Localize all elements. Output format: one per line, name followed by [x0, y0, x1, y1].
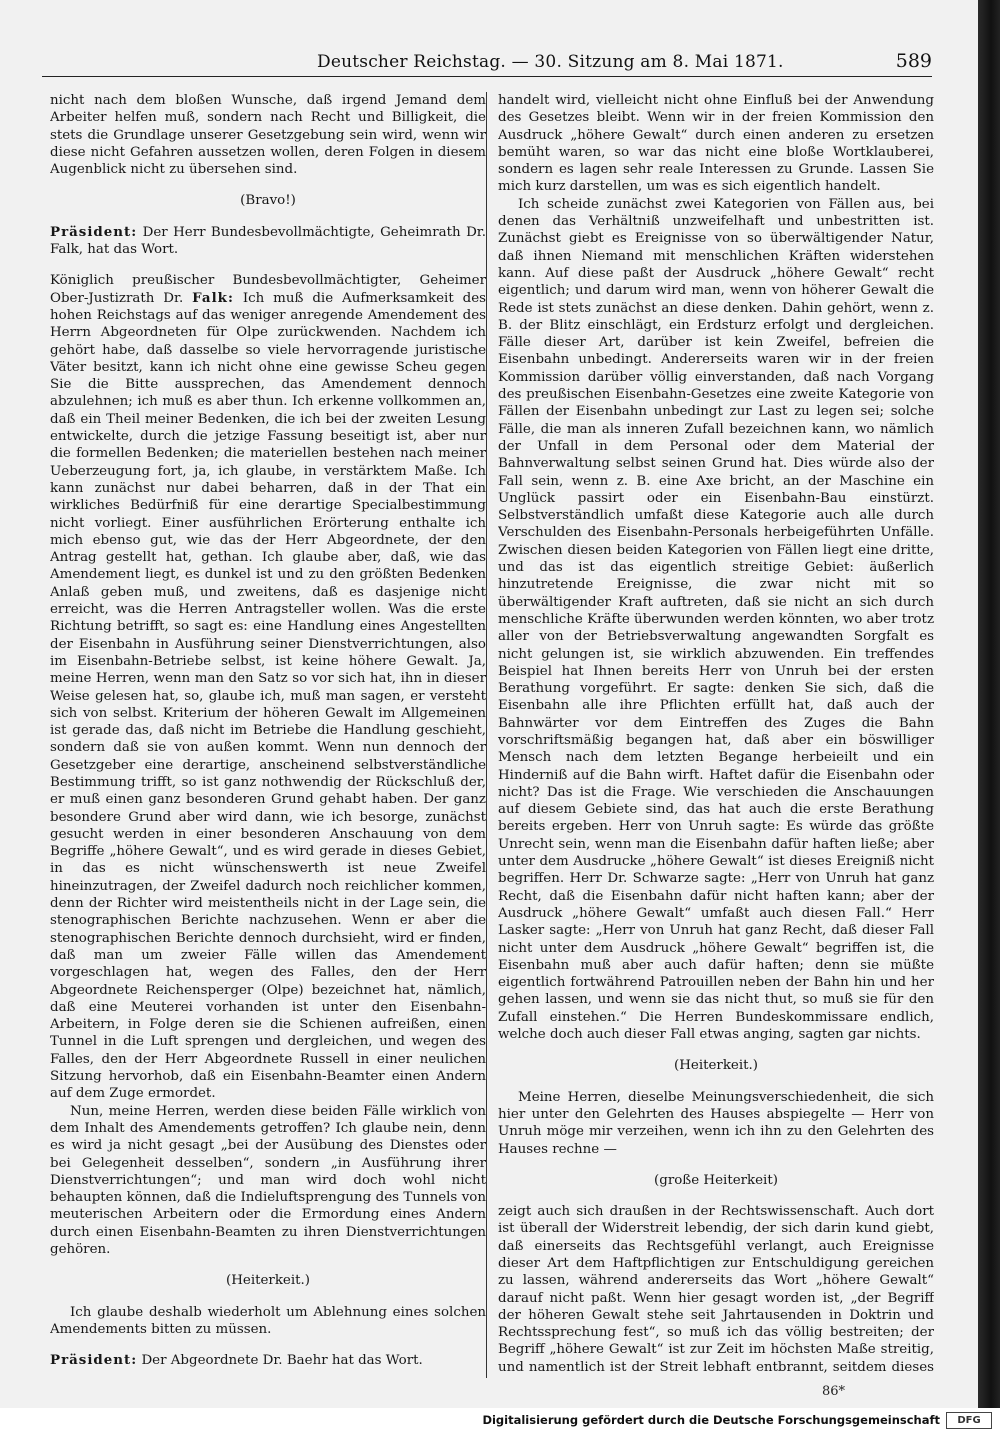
footer-credit: Digitalisierung gefördert durch die Deutsche Forschungsgemeinschaft	[482, 1413, 940, 1427]
speech-text: Der Herr Bundesbevollmächtigte, Geheimrath Dr. Falk, hat das Wort.	[50, 224, 486, 258]
speech-paragraph	[50, 272, 486, 1102]
footer-bar	[0, 1408, 1000, 1432]
paragraph-gap	[50, 1369, 486, 1377]
body-paragraph: handelt wird, vielleicht nicht ohne Einfluß bei der Anwendung des Gesetzes bleibt. Wenn wir in der freien Kommission den Ausdruck „höhere Gewalt“ durch einen anderen zu ersetzen bemüht waren, so war das nicht eine bloße Wortklauberei, sondern es lagen sehr reale Interessen zu Grunde. Lassen Sie mich kurz darstellen, um was es sich eigentlich handelt.	[498, 93, 934, 195]
interjection: (Bravo!)	[240, 193, 296, 209]
speech-text: Ich muß die Aufmerksamkeit des hohen Reichstags auf das weniger anregende Amendement des Herrn Abgeordneten für Olpe zurückwenden. Nachdem ich gehört habe, daß dasselbe so viele hervorragende juristische Väter besitzt, kann ich nicht ohne eine gewisse Scheu gegen Sie die Bitte aussprechen, das Amendement dennoch abzulehnen; ich muß es aber thun. Ich erkenne vollkommen an, daß ein Theil meiner Bedenken, die ich bei der zweiten Lesung entwickelte, durch die jetzige Fassung beseitigt ist, aber nur die formellen Bedenken; die materiellen bestehen nach meiner Ueberzeugung fort, ja, ich glaube, in verstärktem Maße. Ich kann zunächst nur dabei beharren, daß in der That ein wirkliches Bedürfniß für eine derartige Specialbestimmung nicht vorliegt. Einer ausführlichen Erörterung enthalte ich mich ebenso gut, wie das der Herr Abgeordnete, der den Antrag gestellt hat, gethan. Ich glaube aber, daß, wie das Amendement liegt, es dunkel ist und zu den größten Bedenken Anlaß geben muß, und zweitens, daß es dasjenige nicht erreicht, was die Herren Antragsteller wollen. Was die erste Richtung betrifft, so sagt es: eine Handlung eines Angestellten der Eisenbahn in Ausführung seiner Dienstverrichtungen, also im Eisenbahn-Betriebe selbst, ist keine höhere Gewalt. Ja, meine Herren, wenn man den Satz so vor sich hat, ihn in dieser Weise gelesen hat, so, glaube ich, muß man sagen, er versteht sich von selbst. Kriterium der höheren Gewalt im Allgemeinen ist gerade das, daß nicht im Betriebe die Handlung geschieht, sondern daß sie von außen kommt. Wenn nun dennoch der Gesetzgeber eine derartige, anscheinend selbstverständliche Bestimmung trifft, so ist ganz nothwendig der Rückschluß der, er muß einen ganz besonderen Grund gehabt haben. Der ganz besondere Grund aber wird dann, wie ich besorge, zunächst gesucht werden in einer besonderen Anschauung von dem Begriffe „höhere Gewalt“, und es wird gerade in dieses Gebiet, in das es nicht wünschenswerth ist neue Zweifel hineinzutragen, der Zweifel dadurch noch reichlicher kommen, denn der Richter wird meistentheils nicht in der Lage sein, die stenographischen Berichte nachzusehen. Wenn er aber die stenographischen Berichte dennoch durchsieht, wird er finden, daß man um zweier Fälle willen das Amendement vorgeschlagen hat, wegen des Falles, den der Herr Abgeordnete Reichensperger (Olpe) bezeichnet hat, nämlich, daß eine Meuterei vorhanden ist unter den Eisenbahn-Arbeitern, in Folge deren sie die Schienen aufreißen, einen Tunnel in die Luft sprengen und dergleichen, und wegen des Falles, den der Herr Abgeordnete Russell in einer neulichen Sitzung hervorhob, daß ein Eisenbahn-Beamter einen Andern auf dem Zuge ermordet.	[50, 290, 486, 1102]
column-divider	[486, 92, 487, 1378]
left-column	[50, 92, 486, 1377]
interjection: (Heiterkeit.)	[674, 1058, 758, 1074]
speech-text: Der Abgeordnete Dr. Baehr hat das Wort.	[137, 1353, 423, 1369]
right-column	[498, 92, 934, 1377]
page-header	[42, 50, 932, 77]
running-title: Deutscher Reichstag. — 30. Sitzung am 8. Mai 1871.	[317, 52, 784, 72]
body-paragraph: nicht nach dem bloßen Wunsche, daß irgend Jemand dem Arbeiter helfen muß, sondern nach Recht und Billigkeit, die stets die Grundlage unserer Gesetzgebung sein wird, wenn wir diese nicht Gefahren aussetzen wollen, deren Folgen in diesem Augenblick nicht zu übersehen sind.	[50, 93, 486, 178]
interjection: (große Heiterkeit)	[654, 1172, 778, 1188]
paragraph-gap	[50, 1338, 486, 1352]
body-paragraph: Nun, meine Herren, werden diese beiden Fälle wirklich von dem Inhalt des Amendements getroffen? Ich glaube nein, denn es wird ja nicht gesagt „bei der Ausübung des Dienstes oder bei Gelegenheit desselben“, sondern „in Ausführung ihrer Dienstverrichtungen“; und man wird doch wohl nicht behaupten können, daß die Indieluftsprengung des Tunnels von meuterischen Arbeitern oder die Ermordung eines Andern durch einen Eisenbahn-Beamten zu ihren Dienstverrichtungen gehören.	[50, 1103, 486, 1257]
paragraph-gap	[50, 258, 486, 272]
signature-mark: 86*	[822, 1384, 846, 1399]
speech-paragraph	[50, 224, 486, 259]
body-paragraph: Meine Herren, dieselbe Meinungsverschiedenheit, die sich hier unter den Gelehrten des Hauses abspiegelte — Herr von Unruh möge mir verzeihen, wenn ich ihn zu den Gelehrten des Hauses rechne —	[498, 1089, 934, 1157]
scan-edge	[978, 0, 1000, 1408]
speaker-name: Präsident:	[50, 1352, 138, 1369]
dfg-logo: DFG	[946, 1412, 992, 1429]
speaker-role: Königlich preußischer Bundesbevollmächtigter, Geheimer Ober-Justizrath Dr.	[50, 273, 486, 306]
body-paragraph: Ich scheide zunächst zwei Kategorien von Fällen aus, bei denen das Verhältniß unzweifelhaft und unbestritten ist. Zunächst giebt es Ereignisse von so überwältigender Natur, daß ihnen Niemand mit menschlichen Kräften widerstehen kann. Auf diese paßt der Ausdruck „höhere Gewalt“ recht eigentlich; und darum wird man, wenn von höherer Gewalt die Rede ist stets zunächst an diese denken. Dahin gehört, wenn z. B. der Blitz einschlägt, ein Erdsturz erfolgt und dergleichen. Fälle dieser Art, darüber ist kein Zweifel, befreien die Eisenbahn unbedingt. Andererseits waren wir in der freien Kommission darüber völlig einverstanden, daß nach Vorgang des preußischen Eisenbahn-Gesetzes eine zweite Kategorie von Fällen der Eisenbahn unbedingt zur Last zu legen sei; solche Fälle, die man als inneren Zufall bezeichnen kann, wo nämlich der Unfall in dem Personal oder dem Material der Bahnverwaltung selbst seinen Grund hat. Dies würde also der Fall sein, wenn z. B. eine Axe bricht, an der Maschine ein Unglück passirt oder ein Eisenbahn-Bau einstürzt. Selbstverständlich umfaßt diese Kategorie auch alle durch Verschulden des Eisenbahn-Personals herbeigeführten Unfälle. Zwischen diesen beiden Kategorien von Fällen liegt eine dritte, und das ist das eigentlich streitige Gebiet: äußerlich hinzutretende Ereignisse, die zwar nicht mit so überwältigender Kraft auftreten, daß sie nicht an sich durch menschliche Kräfte überwunden werden könnten, wo aber trotz aller von der Betriebsverwaltung angewandten Sorgfalt es nicht gelungen ist, sie wirklich abzuwenden. Ein treffendes Beispiel hat Ihnen bereits Herr von Unruh bei der ersten Berathung vorgeführt. Er sagte: denken Sie sich, daß die Eisenbahn alle ihre Pflichten erfüllt hat, daß auch der Bahnwärter vor dem Eintreffen des Zuges die Bahn vorschriftsmäßig begangen hat, daß aber ein böswilliger Mensch nach dem letzten Begange herbeieilt und ein Hinderniß auf die Bahn wirft. Haftet dafür die Eisenbahn oder nicht? Das ist die Frage. Wie verschieden die Anschauungen auf diesem Gebiete sind, das hat auch die erste Berathung bereits ergeben. Herr von Unruh sagte: Es würde das größte Unrecht sein, wenn man die Eisenbahn dafür haften ließe; aber unter dem Ausdrucke „höhere Gewalt“ ist dieses Ereigniß nicht begriffen. Herr Dr. Schwarze sagte: „Herr von Unruh hat ganz Recht, daß die Eisenbahn dafür nicht haften kann; aber der Ausdruck „höhere Gewalt“ umfaßt auch diesen Fall.“ Herr Lasker sagte: „Herr von Unruh hat ganz Recht, daß dieser Fall nicht unter dem Ausdruck „höhere Gewalt“ begriffen ist, die Eisenbahn muß aber auch dafür haften; denn sie müßte eigentlich fortwährend Patrouillen neben der Bahn hin und her gehen lassen, und wenn sie das nicht thut, so muß sie für den Zufall einstehen.“ Die Herren Bundeskommissare endlich, welche doch auch dieser Fall etwas anging, sagten gar nichts.	[498, 196, 934, 1043]
body-paragraph: Ich glaube deshalb wiederholt um Ablehnung eines solchen Amendements bitten zu müssen.	[50, 1304, 486, 1337]
body-paragraph: zeigt auch sich draußen in der Rechtswissenschaft. Auch dort ist überall der Widerstreit lebendig, der sich darin kund giebt, daß einerseits das Rechtsgefühl verlangt, auch Ereignisse dieser Art dem Haftpflichtigen zur Entschuldigung gereichen zu lassen, während andererseits das Wort „höhere Gewalt“ darauf nicht paßt. Wenn hier gesagt worden ist, „der Begriff der höheren Gewalt stehe seit Jahrtausenden in Doktrin und Rechtssprechung fest“, so muß ich das völlig bestreiten; der Begriff „höhere Gewalt“ ist zur Zeit im höchsten Maße streitig, und namentlich ist der Streit lebhaft entbrannt, seitdem dieses	[498, 1204, 934, 1375]
interjection: (Heiterkeit.)	[226, 1273, 310, 1289]
speaker-name: Präsident:	[50, 223, 138, 240]
page-number: 589	[895, 50, 932, 72]
speech-paragraph	[50, 1352, 486, 1369]
speaker-name: Falk:	[192, 289, 234, 306]
